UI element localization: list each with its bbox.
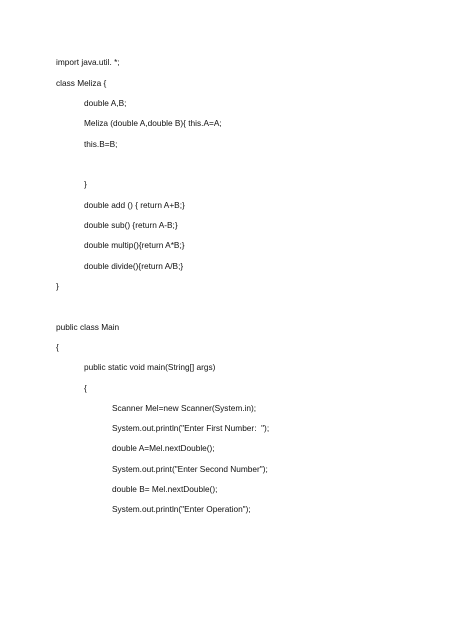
code-line-main-method: public static void main(String[] args) — [84, 362, 216, 372]
code-line-fields: double A,B; — [84, 98, 127, 108]
code-line-method-add: double add () { return A+B;} — [84, 200, 185, 210]
code-line-close-class: } — [56, 281, 59, 291]
code-line-class-meliza: class Meliza { — [56, 78, 107, 88]
code-line-method-sub: double sub() {return A-B;} — [84, 220, 178, 230]
code-line-class-main: public class Main — [56, 322, 120, 332]
code-line-assign-b: this.B=B; — [84, 139, 118, 149]
code-line-open-method: { — [84, 383, 87, 393]
code-line-method-multip: double multip(){return A*B;} — [84, 240, 185, 250]
code-line-read-a: double A=Mel.nextDouble(); — [112, 443, 215, 453]
code-line-method-divide: double divide(){return A/B;} — [84, 261, 184, 271]
code-line-scanner: Scanner Mel=new Scanner(System.in); — [112, 403, 257, 413]
code-line-print-operation: System.out.println("Enter Operation"); — [112, 504, 251, 514]
code-line-import: import java.util. *; — [56, 57, 120, 67]
code-line-close-constructor: } — [84, 179, 87, 189]
code-line-print-first: System.out.println("Enter First Number: "); — [112, 423, 270, 433]
code-line-constructor: Meliza (double A,double B){ this.A=A; — [84, 118, 222, 128]
code-line-read-b: double B= Mel.nextDouble(); — [112, 484, 218, 494]
code-line-open-main: { — [56, 342, 59, 352]
code-line-print-second: System.out.print("Enter Second Number"); — [112, 464, 268, 474]
